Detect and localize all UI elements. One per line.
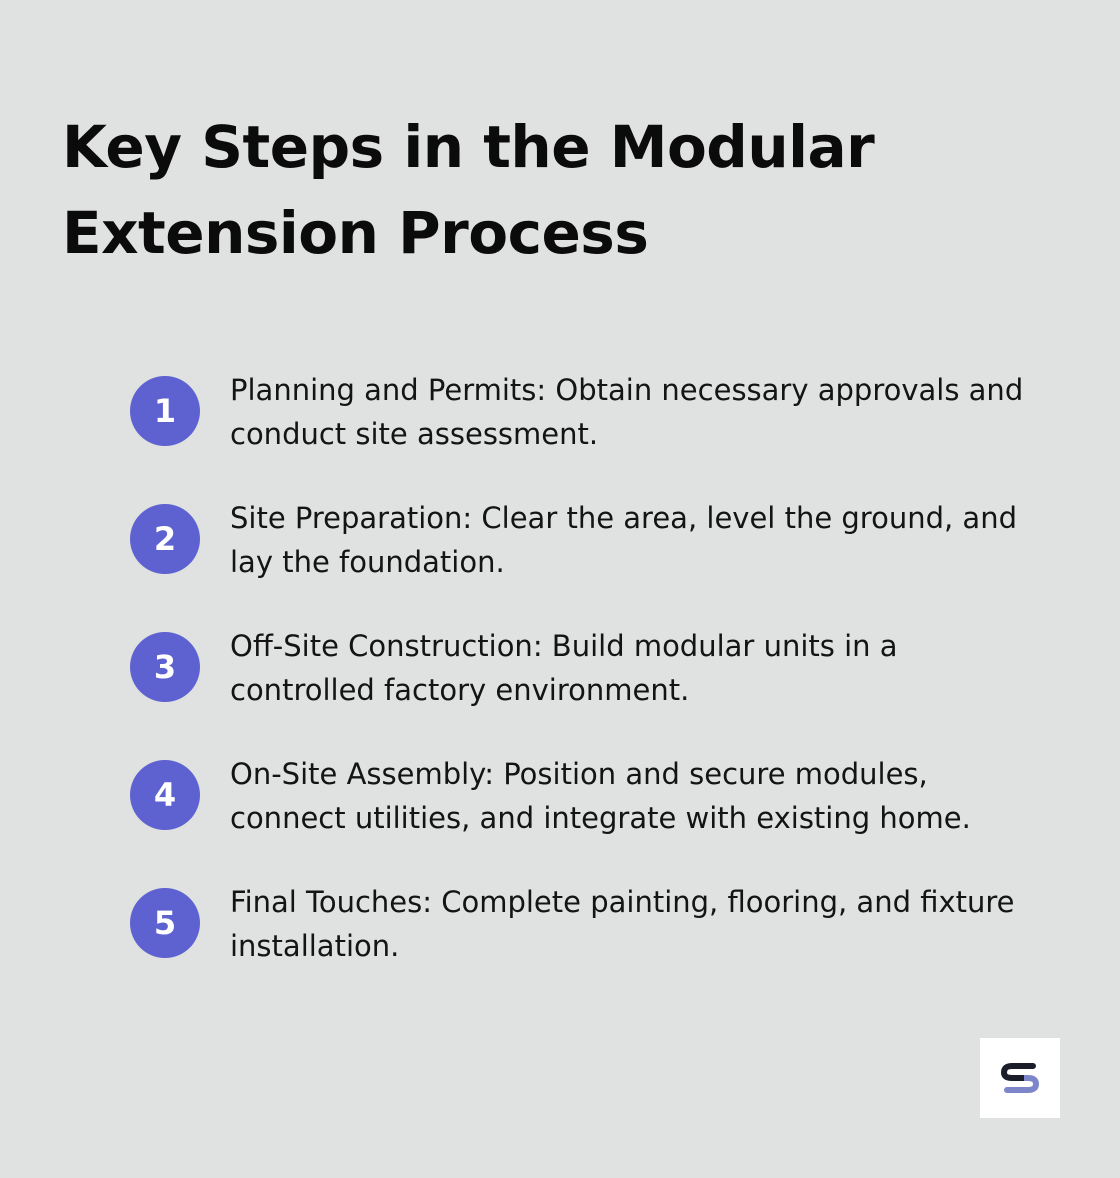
- step-item: [130, 496, 1060, 624]
- page-title: Key Steps in the Modular Extension Process: [62, 113, 875, 267]
- brand-s-logo-icon: [1000, 1063, 1040, 1093]
- brand-logo: [980, 1038, 1060, 1118]
- step-description: Site Preparation: Clear the area, level the ground, and lay the foundation.: [230, 501, 1017, 579]
- step-item: [130, 752, 1060, 880]
- step-item: [130, 368, 1060, 496]
- step-description: On-Site Assembly: Position and secure modules, connect utilities, and integrate with existing home.: [230, 757, 971, 835]
- step-number-badge: 1: [130, 376, 200, 446]
- step-description: Final Touches: Complete painting, flooring, and fixture installation.: [230, 885, 1015, 963]
- steps-list: [130, 368, 1060, 1008]
- step-item: [130, 624, 1060, 752]
- step-number-badge: 4: [130, 760, 200, 830]
- step-item: [130, 880, 1060, 1008]
- step-description: Off-Site Construction: Build modular units in a controlled factory environment.: [230, 629, 898, 707]
- step-description: Planning and Permits: Obtain necessary approvals and conduct site assessment.: [230, 373, 1024, 451]
- step-number-badge: 3: [130, 632, 200, 702]
- step-number-badge: 2: [130, 504, 200, 574]
- step-number-badge: 5: [130, 888, 200, 958]
